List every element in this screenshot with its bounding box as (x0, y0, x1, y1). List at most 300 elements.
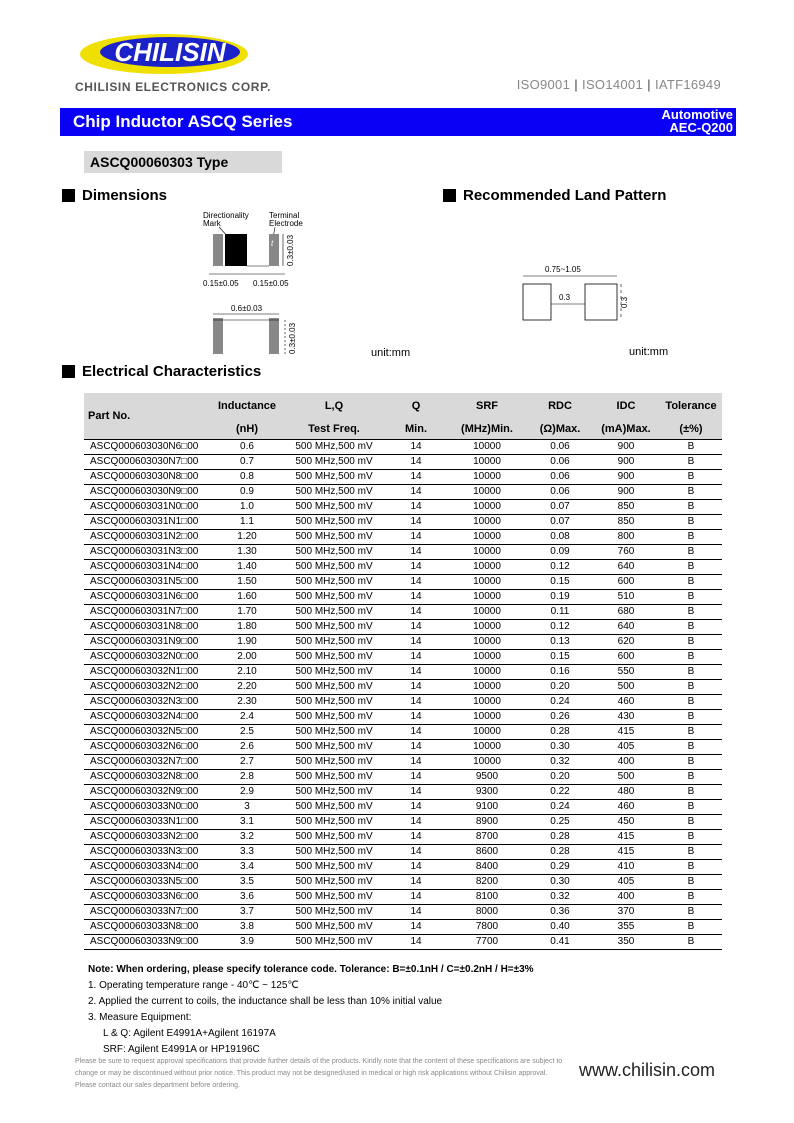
cell-rdc: 0.26 (528, 710, 592, 725)
cell-idc: 850 (592, 500, 660, 515)
cell-idc: 510 (592, 590, 660, 605)
cell-rdc: 0.36 (528, 905, 592, 920)
cell-test-freq: 500 MHz,500 mV (282, 455, 386, 470)
table-row (84, 770, 722, 785)
cell-inductance: 3.5 (212, 875, 282, 890)
cell-srf: 10000 (446, 620, 528, 635)
cell-srf: 10000 (446, 635, 528, 650)
cell-q-min: 14 (386, 710, 446, 725)
cell-q-min: 14 (386, 740, 446, 755)
cell-rdc: 0.32 (528, 890, 592, 905)
table-row (84, 665, 722, 680)
cell-tolerance: B (660, 800, 722, 815)
table-row (84, 725, 722, 740)
cell-srf: 10000 (446, 470, 528, 485)
cell-q-min: 14 (386, 530, 446, 545)
cell-part-no: ASCQ000603030N8□00 (84, 470, 212, 485)
cell-q-min: 14 (386, 695, 446, 710)
cell-idc: 405 (592, 740, 660, 755)
table-row (84, 905, 722, 920)
cell-idc: 400 (592, 755, 660, 770)
header-nh: (nH) (212, 419, 282, 440)
table-row (84, 620, 722, 635)
table-row (84, 455, 722, 470)
cell-test-freq: 500 MHz,500 mV (282, 695, 386, 710)
cell-tolerance: B (660, 680, 722, 695)
cell-q-min: 14 (386, 605, 446, 620)
table-row (84, 470, 722, 485)
cell-srf: 10000 (446, 725, 528, 740)
land-inner-label: 0.3 (559, 293, 571, 302)
cell-tolerance: B (660, 695, 722, 710)
cell-test-freq: 500 MHz,500 mV (282, 470, 386, 485)
cell-part-no: ASCQ000603032N0□00 (84, 650, 212, 665)
cell-tolerance: B (660, 575, 722, 590)
cell-idc: 350 (592, 935, 660, 950)
cell-part-no: ASCQ000603033N6□00 (84, 890, 212, 905)
header-rdc: RDC (528, 393, 592, 419)
cell-q-min: 14 (386, 575, 446, 590)
land-height-label: 0.3 (620, 296, 629, 308)
cell-rdc: 0.06 (528, 440, 592, 455)
cell-q-min: 14 (386, 680, 446, 695)
cell-idc: 900 (592, 455, 660, 470)
cell-rdc: 0.07 (528, 515, 592, 530)
table-row (84, 920, 722, 935)
electrical-heading-text: Electrical Characteristics (82, 363, 262, 380)
cell-idc: 600 (592, 575, 660, 590)
note-1: 1. Operating temperature range - 40℃ ~ 125℃ (88, 980, 299, 991)
cell-rdc: 0.08 (528, 530, 592, 545)
cell-idc: 405 (592, 875, 660, 890)
cell-idc: 460 (592, 800, 660, 815)
cell-tolerance: B (660, 485, 722, 500)
cell-idc: 415 (592, 845, 660, 860)
cell-part-no: ASCQ000603031N6□00 (84, 590, 212, 605)
cell-tolerance: B (660, 770, 722, 785)
cell-part-no: ASCQ000603030N7□00 (84, 455, 212, 470)
cell-tolerance: B (660, 935, 722, 950)
cell-inductance: 2.6 (212, 740, 282, 755)
cell-test-freq: 500 MHz,500 mV (282, 785, 386, 800)
land-pattern-heading (443, 187, 666, 204)
cell-inductance: 1.60 (212, 590, 282, 605)
land-pattern-heading-text: Recommended Land Pattern (463, 187, 667, 204)
cell-test-freq: 500 MHz,500 mV (282, 710, 386, 725)
cell-rdc: 0.16 (528, 665, 592, 680)
dim-terminal-label-2: Electrode (269, 219, 303, 228)
header-tolerance: Tolerance (660, 393, 722, 419)
cell-test-freq: 500 MHz,500 mV (282, 515, 386, 530)
cell-tolerance: B (660, 635, 722, 650)
cell-idc: 550 (592, 665, 660, 680)
cell-tolerance: B (660, 440, 722, 455)
cell-part-no: ASCQ000603030N9□00 (84, 485, 212, 500)
cell-idc: 850 (592, 515, 660, 530)
cell-test-freq: 500 MHz,500 mV (282, 845, 386, 860)
dim-side-height-label: 0.3±0.03 (288, 322, 297, 354)
cell-test-freq: 500 MHz,500 mV (282, 800, 386, 815)
cell-part-no: ASCQ000603031N5□00 (84, 575, 212, 590)
cell-idc: 400 (592, 890, 660, 905)
cell-tolerance: B (660, 530, 722, 545)
cell-inductance: 2.5 (212, 725, 282, 740)
cell-test-freq: 500 MHz,500 mV (282, 485, 386, 500)
cell-part-no: ASCQ000603031N2□00 (84, 530, 212, 545)
cell-q-min: 14 (386, 845, 446, 860)
cell-test-freq: 500 MHz,500 mV (282, 890, 386, 905)
cell-test-freq: 500 MHz,500 mV (282, 620, 386, 635)
cell-part-no: ASCQ000603031N4□00 (84, 560, 212, 575)
dim-t-label: t (271, 239, 274, 248)
cell-part-no: ASCQ000603031N7□00 (84, 605, 212, 620)
table-body (84, 440, 722, 950)
automotive-label (662, 108, 734, 134)
dim-length-label: 0.6±0.03 (231, 304, 263, 313)
cell-part-no: ASCQ000603033N3□00 (84, 845, 212, 860)
cell-inductance: 2.20 (212, 680, 282, 695)
logo-text: CHILISIN (114, 37, 226, 67)
cell-q-min: 14 (386, 725, 446, 740)
cell-srf: 10000 (446, 515, 528, 530)
cell-q-min: 14 (386, 515, 446, 530)
cell-tolerance: B (660, 560, 722, 575)
cell-srf: 10000 (446, 575, 528, 590)
cell-inductance: 3.4 (212, 860, 282, 875)
cell-q-min: 14 (386, 830, 446, 845)
dim-right-width: 0.15±0.05 (253, 279, 289, 288)
header-idc: IDC (592, 393, 660, 419)
table-row (84, 935, 722, 950)
cell-inductance: 1.80 (212, 620, 282, 635)
header-part-no: Part No. (84, 393, 212, 440)
website-link[interactable]: www.chilisin.com (579, 1060, 716, 1080)
table-row (84, 545, 722, 560)
disclaimer: Please be sure to request approval specifications that provide further details of the products. Kindly note that the content of these specifications are subject to change or may be discontinued without prior notice. This product may not be designed/used in medical or high risk applications without Chilisin approval. Please contact our sales department before ordering. (75, 1058, 563, 1089)
cell-rdc: 0.24 (528, 800, 592, 815)
header-ohm-max: (Ω)Max. (528, 419, 592, 440)
cell-rdc: 0.41 (528, 935, 592, 950)
cell-part-no: ASCQ000603033N8□00 (84, 920, 212, 935)
table-row (84, 695, 722, 710)
cell-inductance: 2.00 (212, 650, 282, 665)
cell-srf: 10000 (446, 755, 528, 770)
cell-test-freq: 500 MHz,500 mV (282, 755, 386, 770)
cell-q-min: 14 (386, 875, 446, 890)
table-row (84, 575, 722, 590)
cell-q-min: 14 (386, 665, 446, 680)
cell-rdc: 0.09 (528, 545, 592, 560)
cell-q-min: 14 (386, 785, 446, 800)
cell-test-freq: 500 MHz,500 mV (282, 530, 386, 545)
table-row (84, 515, 722, 530)
dim-terminal-label-1: Terminal (269, 211, 300, 220)
cell-srf: 10000 (446, 605, 528, 620)
table-row (84, 740, 722, 755)
cell-inductance: 2.4 (212, 710, 282, 725)
cell-tolerance: B (660, 515, 722, 530)
cell-srf: 10000 (446, 695, 528, 710)
note-3b: SRF: Agilent E4991A or HP19196C (103, 1044, 260, 1055)
table-row (84, 590, 722, 605)
notes (88, 962, 534, 1058)
cell-inductance: 3 (212, 800, 282, 815)
cell-inductance: 0.6 (212, 440, 282, 455)
bullet-square-icon (62, 365, 75, 378)
chilisin-logo (78, 30, 258, 76)
cell-rdc: 0.07 (528, 500, 592, 515)
cell-rdc: 0.25 (528, 815, 592, 830)
cell-inductance: 0.9 (212, 485, 282, 500)
cell-part-no: ASCQ000603031N9□00 (84, 635, 212, 650)
cell-srf: 8700 (446, 830, 528, 845)
cell-test-freq: 500 MHz,500 mV (282, 905, 386, 920)
cell-rdc: 0.13 (528, 635, 592, 650)
cell-idc: 800 (592, 530, 660, 545)
cell-rdc: 0.12 (528, 560, 592, 575)
cell-idc: 680 (592, 605, 660, 620)
cell-rdc: 0.29 (528, 860, 592, 875)
cell-q-min: 14 (386, 440, 446, 455)
table-row (84, 560, 722, 575)
table-row (84, 785, 722, 800)
cell-inductance: 3.3 (212, 845, 282, 860)
cell-tolerance: B (660, 905, 722, 920)
header-test-freq: Test Freq. (282, 419, 386, 440)
cell-srf: 9500 (446, 770, 528, 785)
cell-idc: 640 (592, 560, 660, 575)
cell-part-no: ASCQ000603033N2□00 (84, 830, 212, 845)
table-row (84, 830, 722, 845)
cell-tolerance: B (660, 470, 722, 485)
cell-tolerance: B (660, 455, 722, 470)
cell-q-min: 14 (386, 770, 446, 785)
cell-srf: 8900 (446, 815, 528, 830)
cell-part-no: ASCQ000603033N1□00 (84, 815, 212, 830)
cell-rdc: 0.28 (528, 725, 592, 740)
cell-inductance: 0.8 (212, 470, 282, 485)
cell-idc: 900 (592, 485, 660, 500)
dim-left-width: 0.15±0.05 (203, 279, 239, 288)
cell-rdc: 0.28 (528, 845, 592, 860)
aec-q200-line: AEC-Q200 (669, 120, 733, 135)
cell-rdc: 0.12 (528, 620, 592, 635)
cell-tolerance: B (660, 710, 722, 725)
table-row (84, 440, 722, 455)
cell-srf: 10000 (446, 590, 528, 605)
cell-srf: 10000 (446, 485, 528, 500)
note-3a: L & Q: Agilent E4991A+Agilent 16197A (103, 1028, 276, 1039)
cell-part-no: ASCQ000603032N5□00 (84, 725, 212, 740)
cell-tolerance: B (660, 740, 722, 755)
cell-rdc: 0.28 (528, 830, 592, 845)
cell-tolerance: B (660, 815, 722, 830)
cell-q-min: 14 (386, 650, 446, 665)
cell-q-min: 14 (386, 560, 446, 575)
cert-iso14001: ISO14001 (582, 77, 643, 92)
cell-tolerance: B (660, 590, 722, 605)
table-row (84, 755, 722, 770)
table-row (84, 845, 722, 860)
cell-q-min: 14 (386, 815, 446, 830)
land-pattern-unit: unit:mm (629, 346, 669, 358)
cell-tolerance: B (660, 830, 722, 845)
cell-rdc: 0.22 (528, 785, 592, 800)
cell-srf: 10000 (446, 440, 528, 455)
table-row (84, 650, 722, 665)
cell-srf: 10000 (446, 455, 528, 470)
cell-part-no: ASCQ000603033N9□00 (84, 935, 212, 950)
electrical-heading (62, 363, 261, 380)
cell-tolerance: B (660, 875, 722, 890)
cell-test-freq: 500 MHz,500 mV (282, 815, 386, 830)
cell-inductance: 0.7 (212, 455, 282, 470)
cell-test-freq: 500 MHz,500 mV (282, 770, 386, 785)
cell-test-freq: 500 MHz,500 mV (282, 605, 386, 620)
cell-idc: 640 (592, 620, 660, 635)
cell-part-no: ASCQ000603031N8□00 (84, 620, 212, 635)
cell-rdc: 0.32 (528, 755, 592, 770)
page-title: Chip Inductor ASCQ Series (73, 112, 293, 131)
cell-idc: 450 (592, 815, 660, 830)
table-row (84, 680, 722, 695)
cell-inductance: 3.6 (212, 890, 282, 905)
cell-q-min: 14 (386, 860, 446, 875)
cell-q-min: 14 (386, 620, 446, 635)
cell-tolerance: B (660, 620, 722, 635)
cell-srf: 8000 (446, 905, 528, 920)
dimensions-unit: unit:mm (371, 347, 411, 359)
cell-srf: 8400 (446, 860, 528, 875)
cell-inductance: 3.7 (212, 905, 282, 920)
cell-test-freq: 500 MHz,500 mV (282, 875, 386, 890)
cell-test-freq: 500 MHz,500 mV (282, 575, 386, 590)
cell-rdc: 0.11 (528, 605, 592, 620)
cell-idc: 460 (592, 695, 660, 710)
cell-test-freq: 500 MHz,500 mV (282, 590, 386, 605)
cell-test-freq: 500 MHz,500 mV (282, 830, 386, 845)
dimensions-drawing (195, 208, 315, 358)
dimensions-heading (62, 187, 167, 204)
cell-q-min: 14 (386, 800, 446, 815)
header-min: Min. (386, 419, 446, 440)
header-pct: (±%) (660, 419, 722, 440)
header-mhz-min: (MHz)Min. (446, 419, 528, 440)
cell-rdc: 0.15 (528, 575, 592, 590)
table-row (84, 635, 722, 650)
cell-rdc: 0.20 (528, 770, 592, 785)
cell-part-no: ASCQ000603032N6□00 (84, 740, 212, 755)
dim-direction-label-2: Mark (203, 219, 221, 228)
cell-srf: 8200 (446, 875, 528, 890)
cell-part-no: ASCQ000603032N9□00 (84, 785, 212, 800)
header-inductance: Inductance (212, 393, 282, 419)
cell-tolerance: B (660, 890, 722, 905)
cell-tolerance: B (660, 605, 722, 620)
ordering-note: Note: When ordering, please specify tolerance code. Tolerance: B=±0.1nH / C=±0.2nH / H=±3% (88, 964, 534, 975)
title-bar (60, 108, 736, 136)
cell-srf: 7700 (446, 935, 528, 950)
cell-q-min: 14 (386, 920, 446, 935)
cell-idc: 500 (592, 680, 660, 695)
cell-test-freq: 500 MHz,500 mV (282, 560, 386, 575)
cell-rdc: 0.24 (528, 695, 592, 710)
cell-q-min: 14 (386, 935, 446, 950)
cell-inductance: 1.40 (212, 560, 282, 575)
cell-test-freq: 500 MHz,500 mV (282, 935, 386, 950)
header-ma-max: (mA)Max. (592, 419, 660, 440)
type-label: ASCQ00060303 Type (90, 154, 229, 170)
note-2: 2. Applied the current to coils, the inductance shall be less than 10% initial value (88, 996, 443, 1007)
cell-part-no: ASCQ000603032N3□00 (84, 695, 212, 710)
cell-idc: 900 (592, 440, 660, 455)
cell-part-no: ASCQ000603031N0□00 (84, 500, 212, 515)
cell-test-freq: 500 MHz,500 mV (282, 545, 386, 560)
cell-idc: 355 (592, 920, 660, 935)
cell-q-min: 14 (386, 545, 446, 560)
table-row (84, 500, 722, 515)
table-row (84, 815, 722, 830)
cell-inductance: 2.10 (212, 665, 282, 680)
cell-inductance: 2.9 (212, 785, 282, 800)
cell-srf: 9300 (446, 785, 528, 800)
cell-q-min: 14 (386, 470, 446, 485)
land-pattern-drawing (515, 260, 635, 325)
table-row (84, 710, 722, 725)
cell-srf: 10000 (446, 560, 528, 575)
cell-rdc: 0.20 (528, 680, 592, 695)
cell-q-min: 14 (386, 635, 446, 650)
cell-srf: 10000 (446, 530, 528, 545)
cell-test-freq: 500 MHz,500 mV (282, 440, 386, 455)
cell-inductance: 1.70 (212, 605, 282, 620)
cell-inductance: 3.8 (212, 920, 282, 935)
cell-rdc: 0.15 (528, 650, 592, 665)
cell-srf: 10000 (446, 740, 528, 755)
cell-inductance: 1.30 (212, 545, 282, 560)
cell-tolerance: B (660, 785, 722, 800)
cell-idc: 370 (592, 905, 660, 920)
cell-tolerance: B (660, 725, 722, 740)
cell-inductance: 1.0 (212, 500, 282, 515)
cell-part-no: ASCQ000603033N4□00 (84, 860, 212, 875)
cell-srf: 10000 (446, 545, 528, 560)
cell-idc: 415 (592, 830, 660, 845)
cell-inductance: 1.20 (212, 530, 282, 545)
cell-srf: 10000 (446, 500, 528, 515)
cell-idc: 415 (592, 725, 660, 740)
cell-tolerance: B (660, 650, 722, 665)
cell-inductance: 1.90 (212, 635, 282, 650)
cell-test-freq: 500 MHz,500 mV (282, 635, 386, 650)
cell-part-no: ASCQ000603031N3□00 (84, 545, 212, 560)
cell-part-no: ASCQ000603030N6□00 (84, 440, 212, 455)
cell-tolerance: B (660, 860, 722, 875)
cert-iatf16949: IATF16949 (654, 77, 721, 92)
cell-rdc: 0.06 (528, 455, 592, 470)
dimensions-heading-text: Dimensions (82, 187, 168, 204)
cell-test-freq: 500 MHz,500 mV (282, 650, 386, 665)
header-q: Q (386, 393, 446, 419)
cell-rdc: 0.30 (528, 740, 592, 755)
cell-inductance: 1.50 (212, 575, 282, 590)
cell-part-no: ASCQ000603033N7□00 (84, 905, 212, 920)
cell-rdc: 0.40 (528, 920, 592, 935)
cell-part-no: ASCQ000603033N0□00 (84, 800, 212, 815)
cell-tolerance: B (660, 545, 722, 560)
cell-tolerance: B (660, 665, 722, 680)
cell-inductance: 1.1 (212, 515, 282, 530)
